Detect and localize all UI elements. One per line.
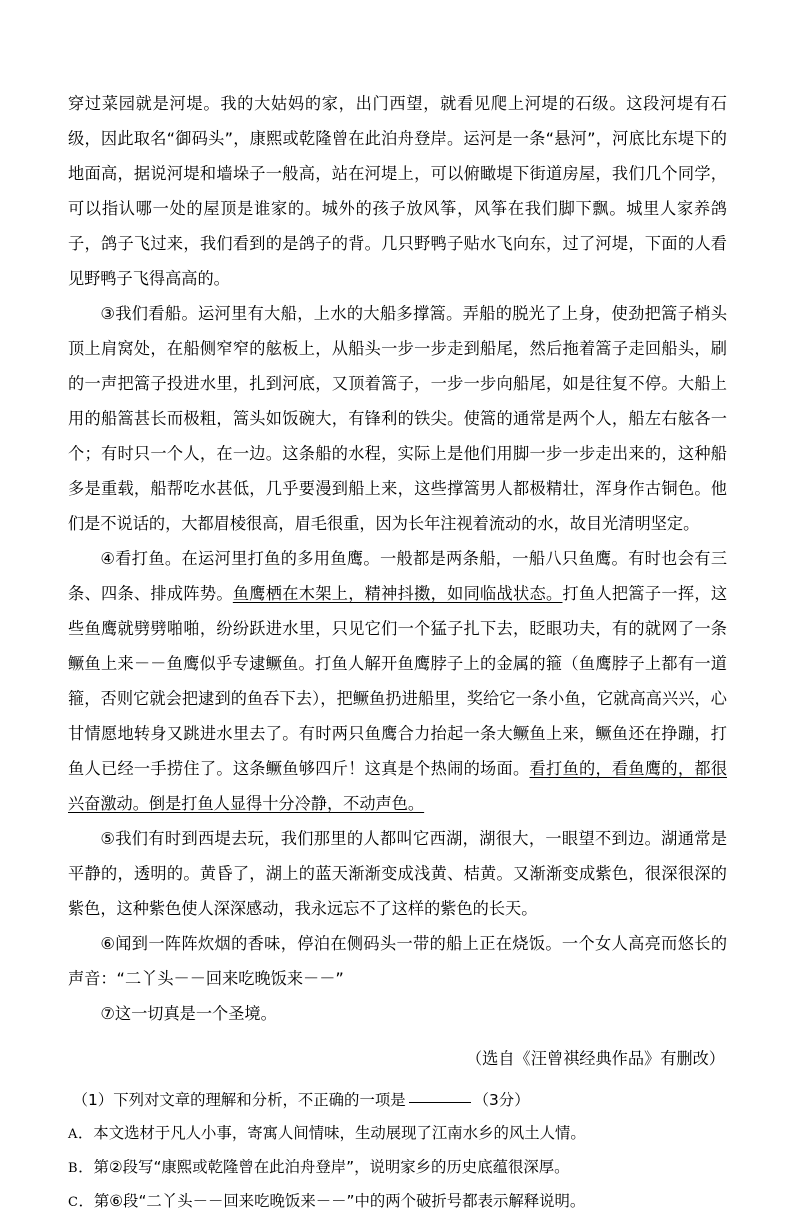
paragraph-6-text: 闻到一阵阵炊烟的香味，停泊在侧码头一带的船上正在烧饭。一个女人高亮而悠长的声音：“二丫头－－回来吃晚饭来－－” — [68, 934, 728, 988]
paragraph-5-marker: ⑤ — [100, 829, 116, 848]
paragraph-5 — [68, 821, 727, 926]
question-block — [68, 1076, 727, 1219]
paragraph-4-marker: ④ — [100, 549, 116, 568]
paragraph-5-text: 我们有时到西堤去玩，我们那里的人都叫它西湖，湖很大，一眼望不到边。湖通常是平静的，透明的。黄昏了，湖上的蓝天渐渐变成浅黄、桔黄。又渐渐变成紫色，很深很深的紫色，这种紫色使人深深感动，我永远忘不了这样的紫色的长天。 — [68, 829, 728, 918]
option-c-separator: ． — [78, 1192, 94, 1210]
option-c-text: 第⑥段“二丫头－－回来吃晚饭来－－”中的两个破折号都表示解释说明。 — [93, 1192, 586, 1210]
passage-body — [68, 86, 727, 1031]
option-b-separator: ． — [78, 1158, 94, 1176]
option-c-letter: C — [68, 1195, 79, 1210]
paragraph-6 — [68, 926, 727, 996]
paragraph-7 — [68, 996, 727, 1031]
paragraph-3-marker: ③ — [100, 304, 116, 323]
paragraph-4 — [68, 541, 727, 821]
paragraph-4-underlined-segment-1: 鱼鹰栖在木架上，精神抖擞，如同临战状态。 — [232, 584, 563, 603]
option-c[interactable] — [68, 1185, 727, 1219]
option-a[interactable] — [68, 1117, 727, 1151]
paragraph-3 — [68, 296, 727, 541]
paragraph-4-underlined-segment-2: 看打鱼的，看鱼鹰的，都很兴奋激动。倒是打鱼人显得十分冷静，不动声色。 — [68, 759, 728, 813]
paragraph-4-segment-plain-2: 打鱼人把篙子一挥，这些鱼鹰就劈劈啪啪，纷纷跃进水里，只见它们一个猛子扎下去，眨眼功夫，有的就网了一条鳜鱼上来－－鱼鹰似乎专逮鳜鱼。打鱼人解开鱼鹰脖子上的金属的箍（鱼鹰脖子上都有一道箍，否则它就会把逮到的鱼吞下去），把鳜鱼扔进船里，奖给它一条小鱼，它就高高兴兴，心甘情愿地转身又跳进水里去了。有时两只鱼鹰合力抬起一条大鳜鱼上来，鳜鱼还在挣蹦，打鱼人已经一手捞住了。这条鳜鱼够四斤！这真是个热闹的场面。 — [68, 584, 728, 778]
option-a-letter: A — [68, 1127, 78, 1142]
paragraph-2-continued: 穿过菜园就是河堤。我的大姑妈的家，出门西望，就看见爬上河堤的石级。这段河堤有石级，因此取名“御码头”，康熙或乾隆曾在此泊舟登岸。运河是一条“悬河”，河底比东堤下的地面高，据说河堤和墙垛子一般高，站在河堤上，可以俯瞰堤下街道房屋，我们几个同学，可以指认哪一处的屋顶是谁家的。城外的孩子放风筝，风筝在我们脚下飘。城里人家养鸽子，鸽子飞过来，我们看到的是鸽子的背。几只野鸭子贴水飞向东，过了河堤，下面的人看见野鸭子飞得高高的。 — [68, 94, 727, 288]
source-attribution: （选自《汪曾祺经典作品》有删改） — [466, 1049, 725, 1068]
paragraph-3-text: 我们看船。运河里有大船，上水的大船多撑篙。弄船的脱光了上身，使劲把篙子梢头顶上肩窝处，在船侧窄窄的舷板上，从船头一步一步走到船尾，然后拖着篙子走回船头，刷的一声把篙子投进水里，扎到河底，又顶着篙子，一步一步向船尾，如是往复不停。大船上用的船篙甚长而极粗，篙头如饭碗大，有锋利的铁尖。使篙的通常是两个人，船左右舷各一个；有时只一个人，在一边。这条船的水程，实际上是他们用脚一步一步走出来的，这种船多是重载，船帮吃水甚低，几乎要漫到船上来，这些撑篙男人都极精壮，浑身作古铜色。他们是不说话的，大都眉棱很高，眉毛很重，因为长年注视着流动的水，故目光清明坚定。 — [68, 304, 728, 533]
option-b[interactable] — [68, 1151, 727, 1185]
paragraph-6-marker: ⑥ — [100, 934, 116, 953]
option-a-text: 本文选材于凡人小事，寄寓人间情味，生动展现了江南水乡的风土人情。 — [93, 1124, 586, 1142]
option-b-letter: B — [68, 1161, 79, 1176]
paragraph-4-segment-plain-1: 看打鱼。在运河里打鱼的多用鱼鹰。一般都是两条船，一船八只鱼鹰。有时也会有三条、四条、排成阵势。 — [68, 549, 728, 603]
paragraph-7-marker: ⑦ — [100, 1004, 115, 1023]
option-b-text: 第②段写“康熙或乾隆曾在此泊舟登岸”，说明家乡的历史底蕴很深厚。 — [93, 1158, 570, 1176]
question-1-stem — [68, 1084, 727, 1117]
paragraph-7-text: 这一切真是一个圣境。 — [114, 1004, 277, 1023]
answer-blank-input[interactable] — [409, 1102, 471, 1103]
question-1-points: （3分） — [473, 1091, 530, 1109]
question-1-number: （1） — [72, 1091, 114, 1109]
question-1-stem-text: 下列对文章的理解和分析，不正确的一项是 — [113, 1091, 406, 1109]
option-a-separator: ． — [77, 1124, 94, 1142]
